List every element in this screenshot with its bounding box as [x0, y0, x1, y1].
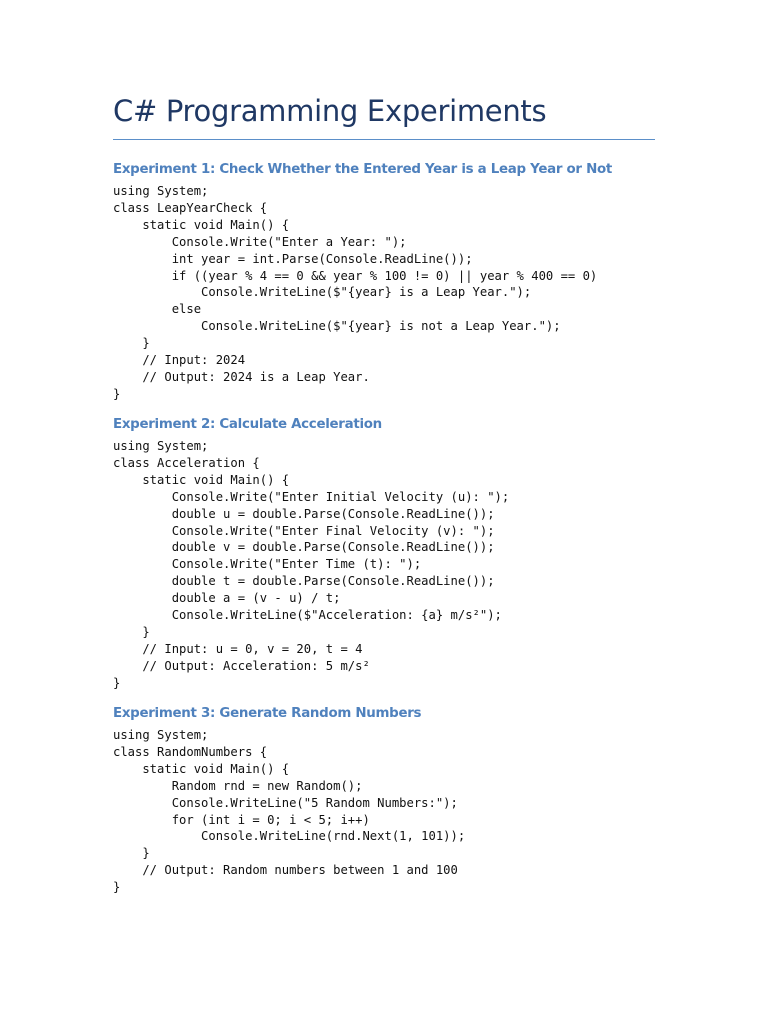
- code-line: // Output: Random numbers between 1 and 100: [113, 863, 458, 878]
- code-line: // Output: Acceleration: 5 m/s²: [113, 658, 370, 673]
- code-line: Random rnd = new Random();: [113, 778, 363, 793]
- code-line: Console.WriteLine($"{year} is not a Leap Year.");: [113, 319, 561, 334]
- code-line: else: [113, 302, 202, 317]
- code-line: using System;: [113, 439, 209, 453]
- code-line: double u = double.Parse(Console.ReadLine());: [113, 506, 495, 521]
- code-line: class RandomNumbers {: [113, 744, 268, 759]
- code-line: using System;: [113, 184, 209, 198]
- code-line: double a = (v - u) / t;: [113, 591, 341, 606]
- experiment-section-2: [113, 416, 673, 692]
- code-line: }: [113, 880, 121, 895]
- code-line: Console.Write("Enter Time (t): ");: [113, 557, 422, 572]
- code-line: Console.WriteLine($"Acceleration: {a} m/s²");: [113, 608, 502, 623]
- code-line: }: [113, 386, 121, 401]
- code-line: static void Main() {: [113, 761, 290, 776]
- code-line: Console.WriteLine($"{year} is a Leap Year.");: [113, 285, 532, 300]
- experiment-section-1: [113, 161, 673, 403]
- code-line: }: [113, 675, 121, 690]
- code-line: Console.Write("Enter a Year: ");: [113, 234, 407, 249]
- title-divider: [113, 139, 655, 140]
- code-line: Console.WriteLine(rnd.Next(1, 101));: [113, 829, 466, 844]
- code-block: [113, 183, 673, 403]
- code-line: static void Main() {: [113, 472, 290, 487]
- code-line: }: [113, 846, 150, 861]
- code-line: double t = double.Parse(Console.ReadLine());: [113, 574, 495, 589]
- code-line: Console.Write("Enter Initial Velocity (u): ");: [113, 489, 510, 504]
- code-line: // Output: 2024 is a Leap Year.: [113, 369, 370, 384]
- code-line: // Input: 2024: [113, 353, 246, 368]
- code-line: // Input: u = 0, v = 20, t = 4: [113, 641, 363, 656]
- code-block: [113, 438, 673, 692]
- section-heading: Experiment 2: Calculate Acceleration: [113, 417, 382, 432]
- code-line: int year = int.Parse(Console.ReadLine());: [113, 251, 473, 266]
- code-line: }: [113, 336, 150, 351]
- code-line: for (int i = 0; i < 5; i++): [113, 812, 370, 827]
- experiment-section-3: [113, 705, 673, 896]
- code-line: using System;: [113, 728, 209, 742]
- code-line: if ((year % 4 == 0 && year % 100 != 0) || year % 400 == 0): [113, 268, 598, 283]
- code-line: double v = double.Parse(Console.ReadLine());: [113, 540, 495, 555]
- code-block: [113, 727, 673, 896]
- code-line: class LeapYearCheck {: [113, 200, 268, 215]
- page-title: C# Programming Experiments: [113, 94, 547, 128]
- code-line: static void Main() {: [113, 217, 290, 232]
- code-line: Console.Write("Enter Final Velocity (v): ");: [113, 523, 495, 538]
- code-line: class Acceleration {: [113, 455, 260, 470]
- section-heading: Experiment 1: Check Whether the Entered Year is a Leap Year or Not: [113, 162, 612, 177]
- section-heading: Experiment 3: Generate Random Numbers: [113, 706, 422, 721]
- code-line: }: [113, 624, 150, 639]
- code-line: Console.WriteLine("5 Random Numbers:");: [113, 795, 458, 810]
